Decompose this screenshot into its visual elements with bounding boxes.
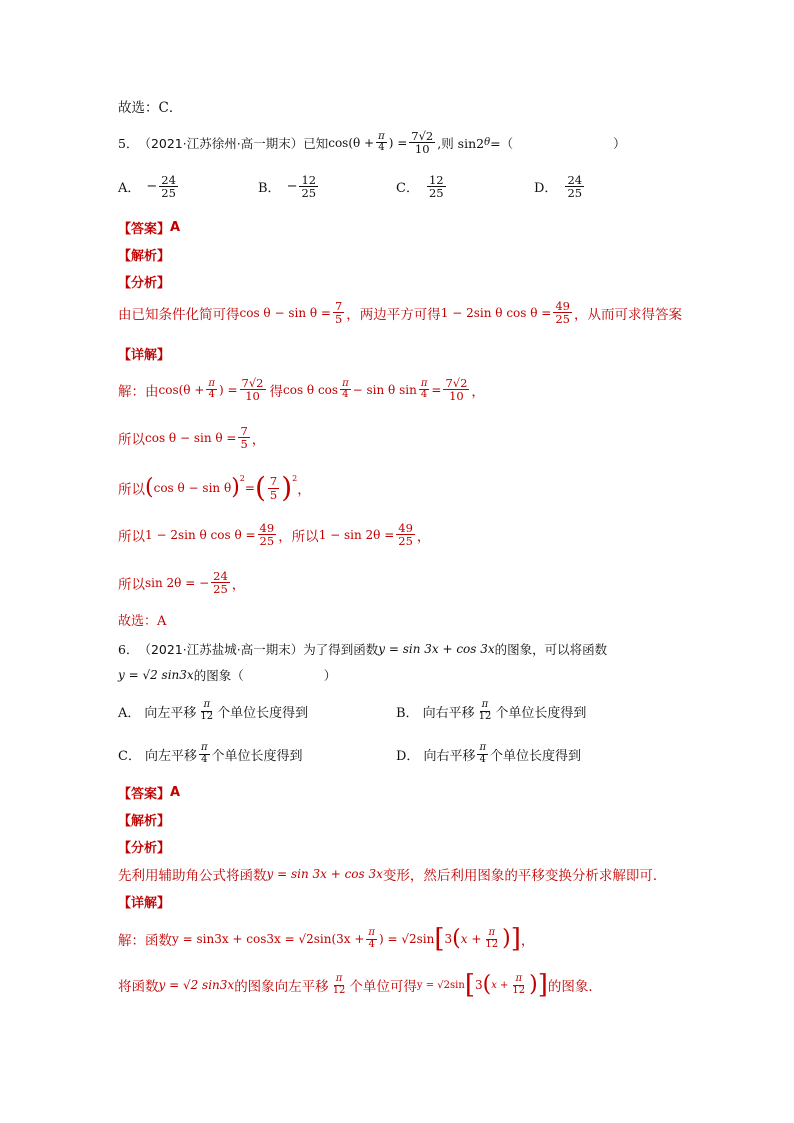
q6-fenxi [118,864,666,884]
bracket: ] [537,970,548,1000]
bracket: [ [434,924,445,954]
frac-pi-12 [483,928,500,950]
step-expr: cos(θ + [158,382,205,397]
paren: ) [529,972,538,997]
q5-detail-tag [118,344,170,363]
q5-cos-expr: cos(θ + [328,135,375,150]
option-frac [477,700,494,722]
frac-7-5 [268,475,279,500]
step-text: 所以 [118,482,145,498]
frac-den: 10 [414,142,430,157]
q6-stem-text: 的图象，可以将函数 [494,642,608,657]
paren: ( [145,475,154,500]
q5-option-c[interactable] [396,174,448,199]
frac-7root2-10 [443,377,469,402]
q5-step-1 [118,377,485,402]
option-letter: D． [396,748,420,764]
q6-fenxi-tag [118,837,170,856]
q6-option-d[interactable] [396,743,581,765]
step-end: ， [416,528,431,545]
step-expr: − sin θ sin [352,382,417,397]
paren: ( [452,926,461,951]
option-letter: D． [534,181,558,197]
frac-den: 25 [161,186,176,201]
frac-den: 4 [201,753,208,765]
q6-stem-paren-close: ） [323,668,337,683]
option-frac [198,700,215,722]
frac-num: π [335,973,343,984]
q6-stem-text: 的图象（ [193,668,244,683]
frac-num: π [515,973,523,984]
step-text: 所以 [118,528,145,545]
step-expr: ) = [218,382,238,397]
frac-den: 5 [269,487,278,502]
frac-num: 49 [398,521,413,535]
step-text: 个单位可得 [349,979,417,995]
q5-step-4 [118,522,430,547]
frac-num: 49 [259,521,275,535]
step-expr: 3 [444,932,453,946]
step-expr: ) = √2sin [379,932,435,946]
fenxi-text: 变形，然后利用图象的平移变换分析求解即可． [382,868,667,884]
frac-den: 25 [213,582,228,597]
step-expr: x + [460,932,482,946]
step-expr: sin 2θ = − [145,575,210,590]
option-frac [199,743,210,765]
detail-tag: 【详解】 [118,348,171,363]
frac-den: 25 [301,186,317,201]
paren: ( [482,972,492,997]
frac-pi-4 [419,379,430,401]
step-text: ，所以 [278,528,319,545]
option-text: 向左平移 [144,705,197,721]
frac-num: 7√2 [241,376,264,390]
option-letter: C． [118,748,141,764]
q5-number: 5． [118,135,139,151]
fenxi-expr: cos θ − sin θ = [239,305,331,320]
step-expr: 1 − sin 2θ = [318,527,395,542]
q6-step-2 [118,972,602,998]
q5-option-b[interactable] [258,174,320,199]
frac-num: π [481,699,489,710]
q5-theta: θ [484,137,491,149]
option-text: 向右平移 [422,705,475,721]
fenxi-expr: y = sin 3x + cos 3x [266,867,383,881]
answer-value: A [170,785,181,800]
frac-num: π [378,130,385,142]
q5-fenxi-tag [118,272,170,291]
frac-den: 12 [200,710,214,722]
step-end: ， [251,431,266,448]
q6-stem-expr: y = sin 3x + cos 3x [378,642,495,656]
q6-stem [118,640,607,658]
q5-analysis-tag [118,245,170,264]
analysis-tag: 【解析】 [118,249,171,264]
step-end: ， [231,576,246,593]
equals-sign: = [244,481,255,495]
frac-den: 4 [420,389,428,401]
fenxi-text: 由已知条件化简可得 [118,306,240,323]
frac-pi-4 [340,379,351,401]
frac-24-25 [211,570,230,595]
step-text: 所以 [118,431,145,448]
frac-num: 7 [269,474,278,489]
option-text: 向左平移 [144,748,197,764]
bracket: [ [464,970,475,1000]
option-frac [427,174,446,199]
option-frac [477,743,488,765]
frac-num: π [420,377,428,389]
option-text: 个单位长度得到 [217,705,309,721]
frac-num: 7√2 [445,376,468,390]
option-frac [159,174,178,199]
frac-num: π [488,927,496,938]
frac-num: 7 [334,299,343,313]
frac-pi-4 [366,928,377,950]
step-expr: cos θ − sin θ [153,481,232,495]
option-frac [565,174,584,199]
q5-stem [118,130,626,155]
step-text: 所以 [118,576,145,593]
step-text: 解：由 [118,383,159,400]
frac-num: 12 [428,173,444,187]
q5-option-d[interactable] [534,174,586,199]
frac-den: 25 [555,312,570,327]
frac-den: 10 [449,389,464,404]
q5-step-5 [118,570,245,595]
step-end: ， [297,482,311,498]
sup: 2 [292,474,298,483]
q5-stem-text: 已知 [303,135,329,151]
frac-den: 12 [512,984,526,996]
equals-sign: = [431,382,442,397]
q6-analysis-tag [118,810,170,829]
prev-conclusion-text: 故选：C． [118,100,183,116]
q5-step-2 [118,425,265,450]
frac-num: π [342,377,349,389]
q5-pi-over-4 [376,132,387,154]
fenxi-expr: 1 − 2sin θ cos θ = [440,305,552,320]
frac-49-25 [396,522,415,547]
q6-stem-2 [118,666,336,684]
q6-detail-tag [118,892,170,911]
q5-conclusion [118,610,166,629]
answer-tag: 【答案】 [118,222,171,237]
frac-den: 25 [398,534,413,549]
paren: ) [281,471,293,504]
q5-source: （2021·江苏徐州·高一期末） [138,135,304,151]
frac-num: 12 [301,173,317,187]
frac-num: 24 [161,173,176,187]
frac-den: 4 [342,389,349,401]
option-text: 个单位长度得到 [490,748,582,764]
frac-den: 4 [368,938,375,950]
step-expr: cos θ − sin θ = [145,430,237,445]
q5-answer [118,218,180,237]
frac-den: 12 [332,984,346,996]
frac-num: π [203,699,211,710]
step-end: ， [520,933,535,949]
step-expr: cos θ cos [283,382,339,397]
fenxi-tag: 【分析】 [118,276,171,291]
q6-step-1 [118,926,534,952]
answer-tag: 【答案】 [118,787,171,802]
option-letter: C． [396,181,419,197]
sup: 2 [239,474,245,483]
q6-stem-text: 为了得到函数 [303,642,379,657]
step-text: 将函数 [118,979,159,995]
frac-den: 5 [240,437,248,452]
q6-stem-expr: y = √2 sin3x [118,668,194,682]
frac-7-5 [238,425,249,450]
frac-49-25 [258,522,277,547]
q5-7root2-over-10 [409,130,435,155]
q5-fenxi [118,300,682,325]
step-expr: 3 [474,978,483,992]
step-expr: y = √2 sin3x [158,978,235,992]
fenxi-text: 先利用辅助角公式将函数 [118,868,267,884]
option-text: 个单位长度得到 [211,748,303,764]
frac-den: 5 [334,312,343,327]
frac-den: 25 [428,186,444,201]
frac-num: π [479,742,487,753]
q6-option-a[interactable] [118,700,308,722]
frac-49-25 [553,300,572,325]
step-expr: y = √2sin [416,979,465,991]
frac-den: 25 [259,534,275,549]
q5-stem-paren-close: ） [613,135,626,151]
q6-source: （2021·江苏盐城·高一期末） [138,642,304,657]
frac-7-5 [333,300,344,325]
detail-tag: 【详解】 [118,896,171,911]
frac-num: 24 [567,173,583,187]
option-letter: B． [258,181,281,197]
fenxi-text: ，从而可求得答案 [573,306,682,323]
option-letter: A． [118,181,141,197]
option-sign: − [146,179,158,195]
q5-stem-paren: =（ [490,135,514,151]
step-text: 的图象向左平移 [234,979,329,995]
frac-pi-12 [510,974,527,996]
frac-num: 24 [213,569,228,583]
frac-num: π [200,742,208,753]
q5-sin2: ,则 sin2 [437,135,485,151]
option-text: 向右平移 [423,748,476,764]
step-expr: 1 − 2sin θ cos θ = [145,527,256,542]
frac-num: π [368,927,375,938]
option-letter: B． [396,705,419,721]
bracket: ] [510,924,521,954]
conclusion-text: 故选：A [118,614,167,629]
q5-equals: ) = [388,135,408,150]
q6-option-c[interactable] [118,743,303,765]
q5-step-3 [118,471,311,504]
frac-den: 4 [378,142,385,154]
step-text: 解：函数 [118,933,172,949]
step-end: ， [471,383,485,400]
q6-answer [118,783,180,802]
fenxi-tag: 【分析】 [118,841,171,856]
option-letter: A． [118,705,141,721]
frac-num: 49 [555,299,570,313]
prev-conclusion [118,96,182,116]
frac-den: 10 [245,389,260,404]
frac-num: 7√2 [411,129,434,143]
frac-den: 12 [478,710,492,722]
step-end: 的图象． [547,979,602,995]
paren: ) [502,926,511,951]
q5-option-a[interactable] [118,174,180,199]
paren: ) [231,475,240,500]
frac-pi-12 [331,974,348,996]
frac-num: π [208,377,215,389]
step-expr: x + [491,979,509,991]
frac-den: 4 [208,389,215,401]
frac-num: 7 [240,424,248,438]
paren: ( [254,471,266,504]
fenxi-text: ，两边平方可得 [346,306,441,323]
option-sign: − [286,179,298,195]
option-frac [299,174,318,199]
frac-7root2-10 [240,377,266,402]
frac-den: 4 [479,753,486,765]
analysis-tag: 【解析】 [118,814,171,829]
q6-option-b[interactable] [396,700,586,722]
frac-pi-4 [206,379,217,401]
step-text: 得 [269,383,283,400]
q6-number: 6． [118,642,139,657]
frac-den: 12 [485,938,499,950]
option-text: 个单位长度得到 [495,705,587,721]
answer-value: A [170,220,181,235]
frac-den: 25 [567,186,583,201]
step-expr: y = sin3x + cos3x = √2sin(3x + [172,932,365,946]
